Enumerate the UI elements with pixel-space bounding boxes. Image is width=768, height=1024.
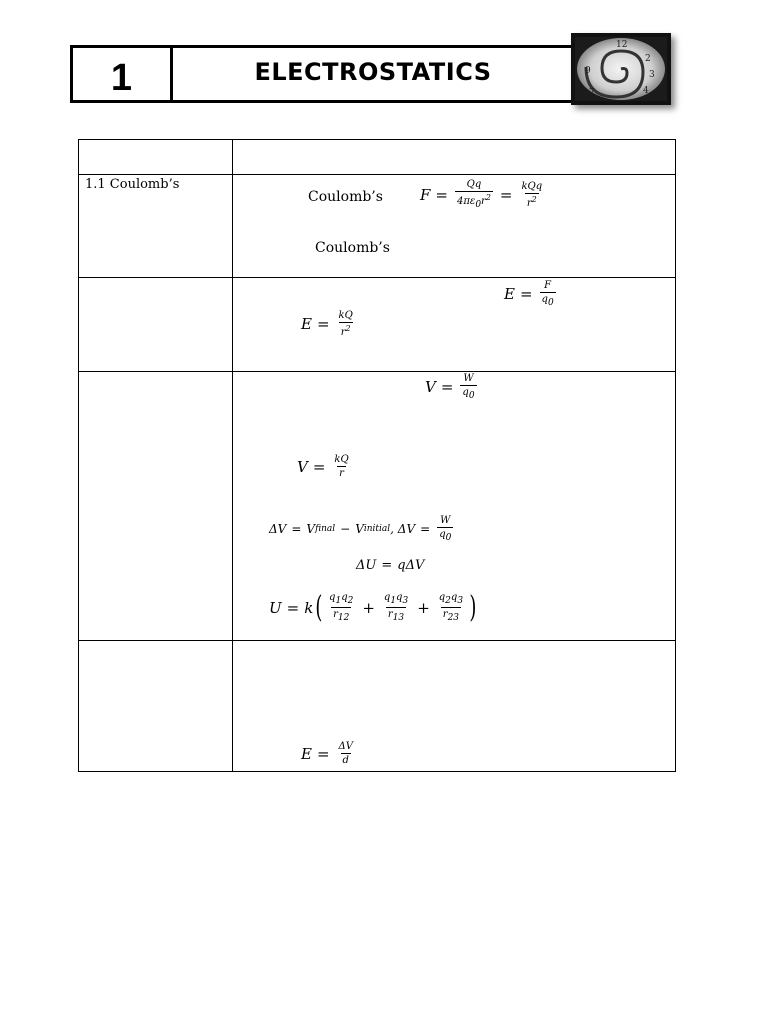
svg-text:7: 7 — [589, 88, 595, 98]
spiral-clock-icon — [571, 33, 671, 105]
svg-text:3: 3 — [649, 70, 655, 80]
potential-difference-equation: ΔV = V final − V initial , ΔV = $\frac{W}{q_0}$ — [269, 515, 452, 543]
chapter-number: 1 — [73, 48, 173, 100]
point-charge-field-equation: E = $\frac{kQ}{r^2}$ — [301, 310, 353, 338]
svg-text:4: 4 — [643, 86, 649, 96]
uniform-field-equation: E = $\frac{\Delta V}{d}$ — [301, 741, 353, 766]
table-row — [79, 641, 676, 772]
topic-label: 1.1 Coulomb’s — [85, 177, 180, 192]
table-header-row — [79, 140, 676, 175]
field-definition-equation: E = $\frac{F}{q_0}$ — [504, 280, 554, 308]
table-row — [79, 175, 676, 278]
point-charge-potential-equation: V = $\frac{kQ}{r}$ — [297, 454, 349, 479]
system-potential-energy-equation: U = k ( $\frac{q_1q_2}{r_{12}}$ + $\frac{q_1q_3}{r_{13}}$ + $\frac{q_2q_3}{r_{23}}$ ) — [269, 589, 477, 625]
content-cell — [233, 641, 676, 772]
svg-text:2: 2 — [645, 54, 651, 64]
svg-text:12: 12 — [616, 40, 628, 50]
topic-cell — [79, 140, 233, 175]
chapter-title: ELECTROSTATICS — [254, 58, 492, 86]
topic-cell — [79, 372, 233, 641]
body-text: Coulomb’s — [308, 189, 383, 205]
content-cell — [233, 278, 676, 372]
content-cell — [233, 175, 676, 278]
chapter-header — [70, 45, 576, 103]
content-cell — [233, 140, 676, 175]
table-row — [79, 278, 676, 372]
topic-cell — [79, 175, 233, 278]
coulomb-equation: F = $\frac{Qq}{4\pi\varepsilon_0r^2}$ = $\frac{\text{kQq}}{r^2}$ — [420, 179, 543, 210]
table-row — [79, 372, 676, 641]
svg-text:9: 9 — [585, 66, 591, 76]
topic-cell — [79, 278, 233, 372]
potential-energy-change-equation: ΔU = qΔV — [356, 558, 425, 573]
topic-table — [78, 139, 676, 772]
topic-cell — [79, 641, 233, 772]
potential-definition-equation: V = $\frac{W}{q_0}$ — [425, 373, 475, 401]
body-text: Coulomb’s — [315, 240, 390, 256]
content-cell — [233, 372, 676, 641]
